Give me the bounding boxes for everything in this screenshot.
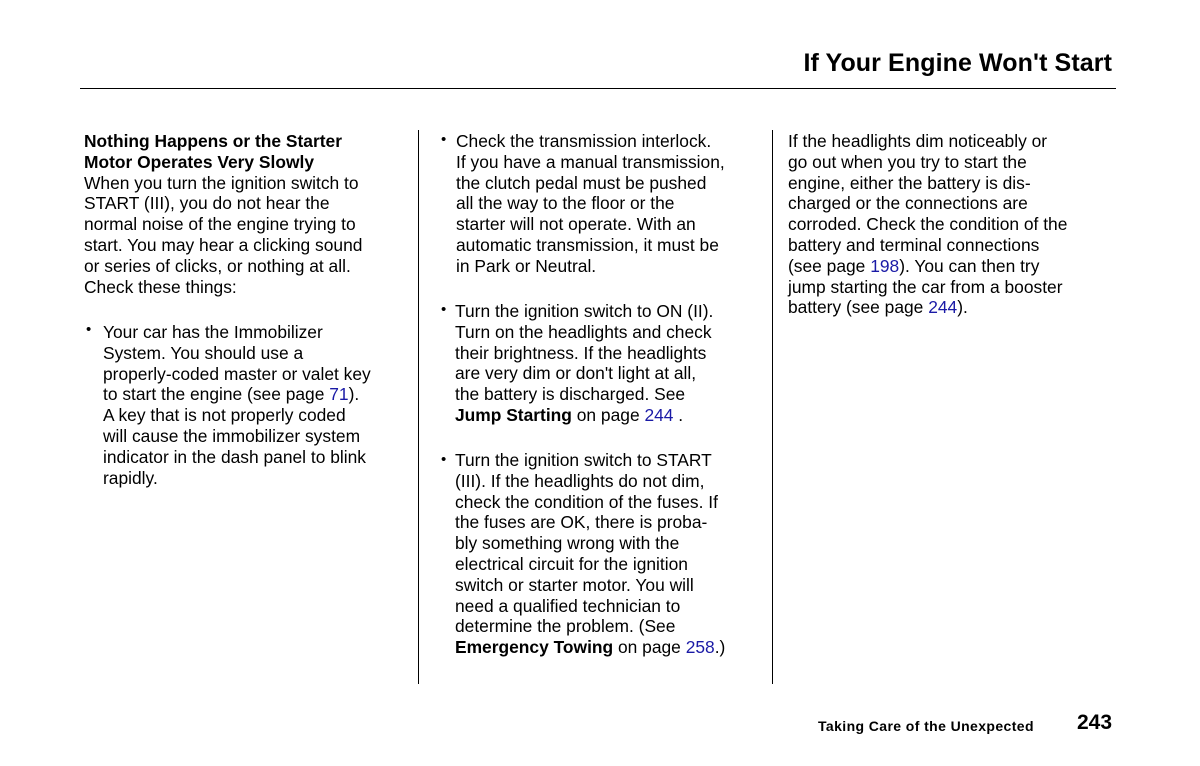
body-line: engine, either the battery is dis- [788,172,1031,193]
bullet-line: in Park or Neutral. [456,255,597,276]
bullet-line: bly something wrong with the [455,533,680,554]
page-ref-link[interactable]: 244 [928,297,958,318]
intro-line: START (III), you do not hear the [84,193,330,214]
bullet-line: Turn the ignition switch to START [455,450,712,470]
bullet-marker: • [441,131,447,148]
header-rule [80,88,1116,89]
page-title: If Your Engine Won't Start [803,49,1112,77]
bullet-line: properly-coded master or valet key [103,363,371,384]
ref-text: battery (see page [788,297,929,318]
body-line: corroded. Check the condition of the [788,214,1068,235]
bullet-line: electrical circuit for the ignition [455,553,688,574]
headlights-bullet [455,301,713,426]
column-3 [788,131,1067,318]
bullet-line: indicator in the dash panel to blink [103,446,366,467]
bullet-line: check the condition of the fuses. If [455,491,718,512]
bullet-line: System. You should use a [103,342,304,363]
bullet-line: will cause the immobilizer system [103,425,361,446]
bullet-line: starter will not operate. With an [456,214,696,235]
bullet-line: automatic transmission, it must be [456,234,719,255]
intro-line: start. You may hear a clicking sound [84,234,363,255]
bullet-line: A key that is not properly coded [103,405,346,426]
bullet-line-with-ref [455,405,713,426]
bullet-line: rapidly. [103,467,158,488]
body-line: jump starting the car from a booster [788,276,1063,297]
bullet-line-with-ref [103,384,371,405]
bullet-line: the clutch pedal must be pushed [456,172,707,193]
page-ref-link[interactable]: 258 [685,637,715,658]
footer-section-title: Taking Care of the Unexpected [818,718,1034,734]
page-ref-link[interactable]: 244 [644,404,674,425]
ref-title: Emergency Towing [455,637,614,658]
bullet-line: If you have a manual transmission, [456,151,725,172]
fuses-bullet [455,450,725,658]
body-line-with-ref [788,256,1067,277]
bullet-line: (III). If the headlights do not dim, [455,470,705,491]
column-divider-1 [418,130,419,684]
intro-line: When you turn the ignition switch to [84,172,359,193]
column-1 [84,131,362,297]
bullet-line: the battery is discharged. See [455,384,686,405]
bullet-line: the fuses are OK, there is proba- [455,512,708,533]
bullet-line: Turn the ignition switch to ON (II). [455,301,714,321]
ref-text: . [673,404,684,425]
column-divider-2 [772,130,773,684]
bullet-line: determine the problem. (See [455,616,676,637]
bullet-line: Your car has the Immobilizer [103,322,323,342]
bullet-marker: • [86,321,92,338]
ref-text: ). You can then try [899,255,1040,276]
body-line: battery and terminal connections [788,234,1040,255]
page-number: 243 [1077,711,1113,734]
body-line: go out when you try to start the [788,151,1027,172]
section-heading-line-1: Nothing Happens or the Starter [84,131,342,151]
ref-text: ). [957,297,968,318]
page-ref-link[interactable]: 71 [329,384,349,405]
bullet-line: need a qualified technician to [455,595,681,616]
page-ref-link[interactable]: 198 [870,255,900,276]
ref-text: on page [613,637,686,658]
immobilizer-bullet [103,322,371,488]
body-line: charged or the connections are [788,193,1028,214]
ref-title: Jump Starting [455,404,572,425]
ref-text: (see page [788,255,871,276]
intro-line: or series of clicks, or nothing at all. [84,255,351,276]
transmission-bullet [456,131,725,277]
ref-text: on page [571,404,645,425]
body-line: If the headlights dim noticeably or [788,131,1048,151]
bullet-line: are very dim or don't light at all, [455,363,697,384]
bullet-marker: • [441,301,447,318]
ref-text: ). [348,384,360,405]
ref-text: to start the engine (see page [103,384,330,405]
bullet-line-with-ref [455,637,725,658]
bullet-line: switch or starter motor. You will [455,574,694,595]
section-heading-line-2: Motor Operates Very Slowly [84,151,315,172]
body-line-with-ref [788,297,1067,318]
bullet-line: all the way to the floor or the [456,193,675,214]
bullet-line: their brightness. If the headlights [455,342,707,363]
intro-line: Check these things: [84,276,237,297]
bullet-line: Turn on the headlights and check [455,321,712,342]
bullet-marker: • [441,451,447,468]
ref-text: .) [714,637,726,658]
intro-line: normal noise of the engine trying to [84,214,356,235]
bullet-line: Check the transmission interlock. [456,131,712,151]
